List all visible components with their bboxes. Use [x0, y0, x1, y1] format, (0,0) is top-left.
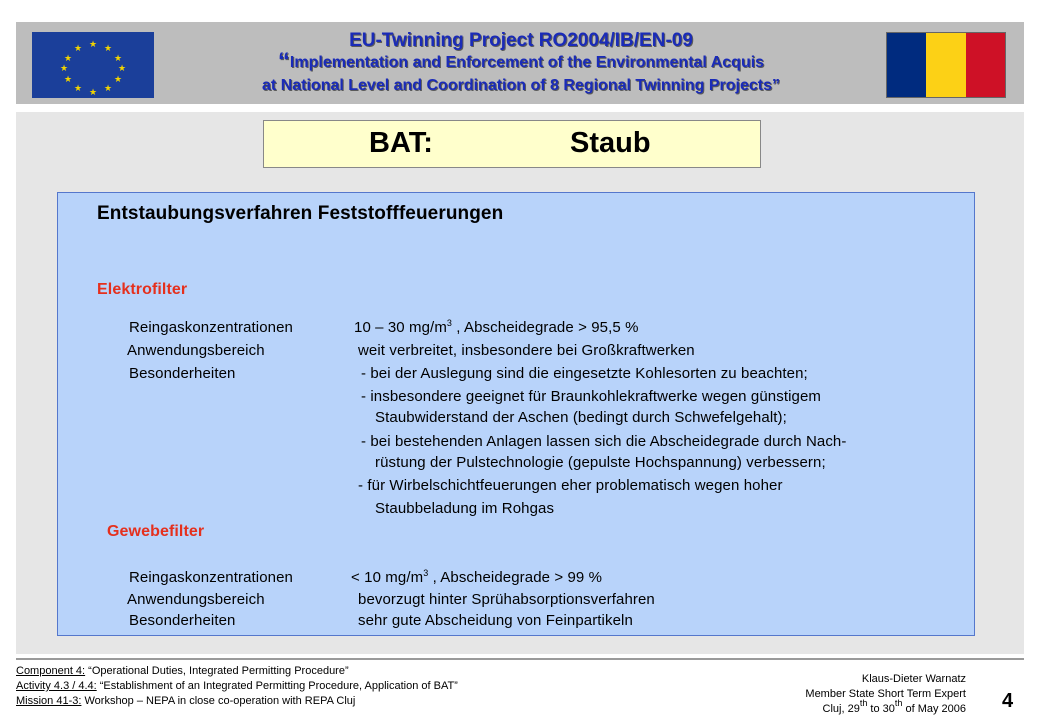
date-part: of May 2006: [902, 703, 966, 715]
value-part: 10 – 30 mg/m: [354, 319, 447, 336]
row-value: weit verbreitet, insbesondere bei Großkraftwerken: [358, 342, 695, 359]
eu-flag-icon: ★ ★ ★ ★ ★ ★ ★ ★ ★ ★ ★ ★: [32, 32, 154, 98]
content-heading: Entstaubungsverfahren Feststofffeuerungen: [97, 203, 504, 224]
project-title: EU-Twinning Project RO2004/IB/EN-09: [349, 30, 693, 51]
footer-line: [16, 679, 458, 694]
author-name: Klaus-Dieter Warnatz: [861, 673, 966, 685]
row-label: Anwendungsbereich: [127, 342, 265, 359]
row-label: Besonderheiten: [129, 365, 236, 382]
footer-line: [16, 664, 458, 679]
unit-superscript: 3: [423, 568, 429, 578]
section-title-elektrofilter: Elektrofilter: [97, 281, 188, 298]
footer-text: Workshop – NEPA in close co-operation with REPA Cluj: [81, 695, 356, 707]
section-title-gewebefilter: Gewebefilter: [107, 523, 205, 540]
date-part: to 30: [867, 703, 895, 715]
date-sup: th: [859, 698, 868, 708]
project-subtitle-2: at National Level and Coordination of 8 Regional Twinning Projects”: [262, 77, 780, 94]
row-label: Reingaskonzentrationen: [129, 569, 293, 586]
footer-key: Activity 4.3 / 4.4:: [16, 680, 97, 692]
unit-superscript: 3: [446, 318, 453, 328]
row-label: Anwendungsbereich: [127, 591, 265, 608]
slide-title-box: [263, 120, 761, 168]
footer-text: “Operational Duties, Integrated Permitting Procedure”: [85, 665, 349, 677]
row-label: Besonderheiten: [129, 612, 236, 629]
footer-left: [16, 664, 458, 709]
row-value: [354, 319, 639, 336]
event-date: [805, 698, 966, 717]
row-value: bevorzugt hinter Sprühabsorptionsverfahren: [358, 591, 655, 608]
project-subtitle: [156, 48, 886, 75]
slide-title-value: Staub: [570, 127, 651, 159]
bullet-line: - insbesondere geeignet für Braunkohlekraftwerke wegen günstigem: [361, 388, 822, 405]
bullet-line: Staubbeladung im Rohgas: [375, 500, 555, 517]
footer-divider: [16, 658, 1024, 660]
date-sup: th: [894, 698, 903, 708]
value-part: , Abscheidegrade > 95,5 %: [452, 319, 639, 336]
project-subtitle-text: Implementation and Enforcement of the Environmental Acquis: [289, 54, 765, 71]
row-value: sehr gute Abscheidung von Feinpartikeln: [358, 612, 633, 629]
bullet-line: - für Wirbelschichtfeuerungen eher problematisch wegen hoher: [358, 477, 783, 494]
row-value: [351, 569, 602, 586]
footer-line: [16, 694, 458, 709]
romania-flag-icon: [886, 32, 1006, 98]
value-part: < 10 mg/m: [351, 569, 424, 586]
author-role: Member State Short Term Expert: [805, 688, 966, 700]
row-value: - bei der Auslegung sind die eingesetzte Kohlesorten zu beachten;: [361, 365, 808, 382]
page-number: 4: [1002, 690, 1014, 712]
value-part: , Abscheidegrade > 99 %: [428, 569, 603, 586]
bullet-line: - bei bestehenden Anlagen lassen sich die Abscheidegrade durch Nach-: [361, 433, 847, 450]
footer-key: Component 4:: [16, 665, 86, 677]
footer-key: Mission 41-3:: [16, 695, 82, 707]
footer-text: “Establishment of an Integrated Permitting Procedure, Application of BAT”: [96, 680, 458, 692]
date-part: Cluj, 29: [822, 703, 860, 715]
bullet-line: rüstung der Pulstechnologie (gepulste Hochspannung) verbessern;: [375, 454, 826, 471]
open-quote: “: [277, 48, 290, 75]
bullet-line: Staubwiderstand der Aschen (bedingt durch Schwefelgehalt);: [375, 409, 787, 426]
header-banner: [16, 22, 1024, 104]
slide-title-label: BAT:: [369, 127, 433, 159]
content-box: [57, 192, 975, 636]
row-label: Reingaskonzentrationen: [129, 319, 293, 336]
footer-right: [805, 672, 966, 717]
